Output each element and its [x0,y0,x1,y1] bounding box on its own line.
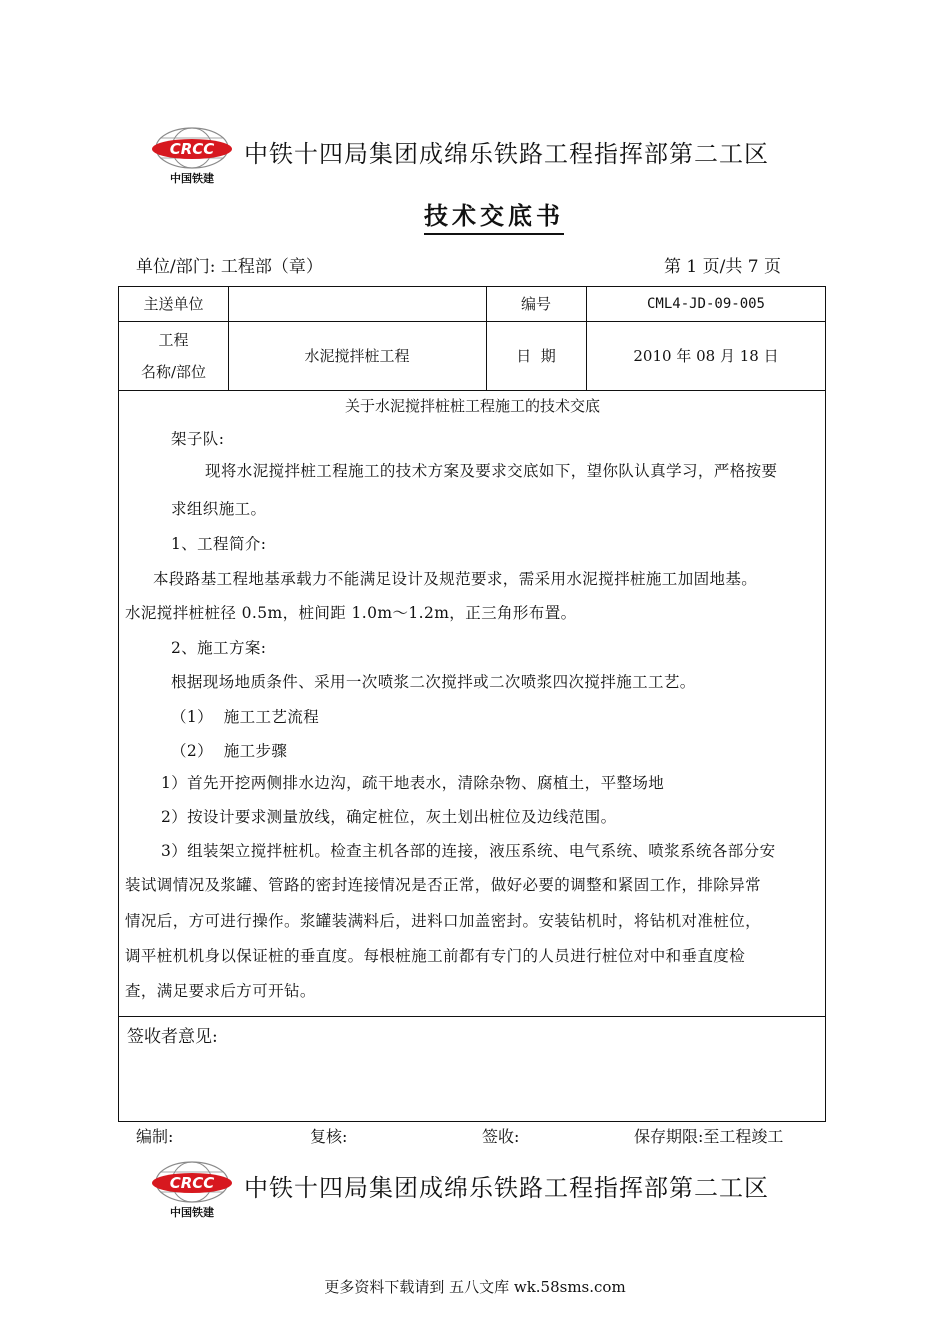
page-indicator: 第 1 页/共 7 页 [664,257,781,277]
crcc-logo [150,122,234,188]
section-heading: 2、施工方案: [171,639,267,657]
date-label: 日 期 [516,346,556,365]
number-value: CML4-JD-09-005 [646,296,765,312]
row-divider [119,390,825,391]
number-label: 编号 [520,295,551,313]
reviewed-by-label: 复核: [310,1127,348,1146]
logo-subtext: 中国铁建 [170,1206,214,1219]
logo-subtext: 中国铁建 [170,172,214,185]
body-line: 本段路基工程地基承载力不能满足设计及规范要求，需采用水泥搅拌桩施工加固地基。 [153,570,758,588]
step-line: 2）按设计要求测量放线，确定桩位，灰土划出桩位及边线范围。 [161,808,617,826]
received-by-label: 签收: [482,1127,520,1146]
body-line: 根据现场地质条件、采用一次喷浆二次搅拌或二次喷浆四次搅拌施工工艺。 [171,673,696,691]
sub-heading: （1） 施工工艺流程 [171,708,320,726]
sub-heading: （2） 施工步骤 [171,742,288,760]
disclosure-form [118,286,826,1122]
body-line: 水泥搅拌桩桩径 0.5m，桩间距 1.0m～1.2m，正三角形布置。 [125,604,577,622]
step-line: 1）首先开挖两侧排水边沟，疏干地表水，清除杂物、腐植土，平整场地 [161,774,665,792]
logo-text: CRCC [169,140,215,158]
sender-value [228,287,486,321]
unit-department: 单位/部门: 工程部（章） [136,257,323,277]
org-title-footer: 中铁十四局集团成绵乐铁路工程指挥部第二工区 [244,1174,769,1202]
row-divider [119,1016,825,1017]
date-value: 2010 年 08 月 18 日 [633,346,779,365]
download-footer: 更多资料下载请到 五八文库 wk.58sms.com [324,1278,626,1296]
step-line: 情况后，方可进行操作。浆罐装满料后，进料口加盖密封。安装钻机时，将钻机对准桩位， [125,912,762,930]
subject-line: 关于水泥搅拌桩桩工程施工的技术交底 [344,397,600,415]
receiver-opinion-label: 签收者意见: [127,1027,218,1047]
document-title: 技术交底书 [424,196,564,235]
project-value: 水泥搅拌桩工程 [304,346,410,365]
compiled-by-label: 编制: [136,1127,174,1146]
step-line: 调平桩机机身以保证桩的垂直度。每根桩施工前都有专门的人员进行桩位对中和垂直度检 [125,947,746,965]
retention-period: 保存期限:至工程竣工 [634,1127,784,1146]
body-line: 求组织施工。 [171,500,267,518]
step-line: 查，满足要求后方可开钻。 [125,982,316,1000]
logo-text: CRCC [169,1174,215,1192]
project-label [119,321,228,390]
crcc-logo-footer [150,1156,234,1222]
step-line: 3）组装架立搅拌桩机。检查主机各部的连接，液压系统、电气系统、喷浆系统各部分安 [161,842,776,860]
section-heading: 1、工程简介: [171,535,267,553]
step-line: 装试调情况及浆罐、管路的密封连接情况是否正常，做好必要的调整和紧固工作，排除异常 [125,876,762,894]
addressee: 架子队: [171,430,225,448]
sender-label: 主送单位 [143,295,204,313]
org-title: 中铁十四局集团成绵乐铁路工程指挥部第二工区 [244,140,769,168]
project-label-line1: 工程 [158,330,189,349]
project-label-line2: 名称/部位 [140,362,207,381]
body-line: 现将水泥搅拌桩工程施工的技术方案及要求交底如下，望你队认真学习，严格按要 [205,462,778,480]
